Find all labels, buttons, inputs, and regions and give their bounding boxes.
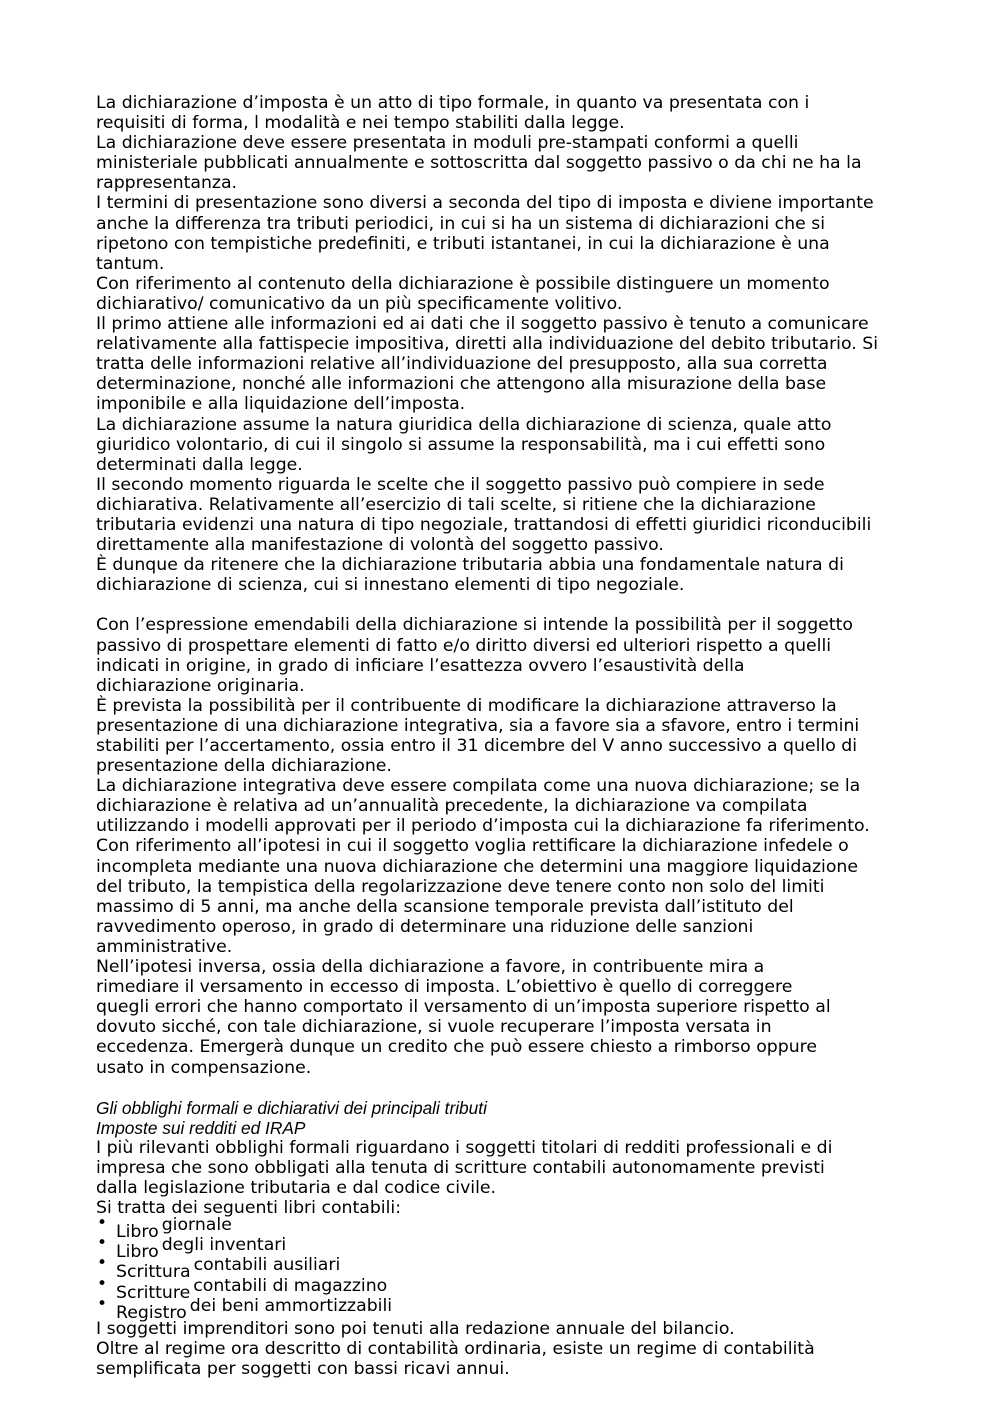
list-item-first-word: Libro: [116, 1222, 159, 1243]
text-line: dichiarazione originaria.: [96, 675, 305, 696]
text-line: ravvedimento operoso, in grado di determinare una riduzione delle sanzioni: [96, 916, 754, 937]
text-line: La dichiarazione integrativa deve essere compilata come una nuova dichiarazione; se la: [96, 776, 861, 797]
text-line: incompleta mediante una nuova dichiarazione che determini una maggiore liquidazione: [96, 856, 858, 877]
list-item-first-word: Scritture: [116, 1282, 191, 1303]
bullet-list: [96, 1213, 926, 1323]
subsection-heading: Imposte sui redditi ed IRAP: [96, 1117, 306, 1138]
bullet-icon: •: [97, 1233, 108, 1254]
text-line: usato in compensazione.: [96, 1057, 312, 1078]
text-line: È dunque da ritenere che la dichiarazione tributaria abbia una fondamentale natura di: [96, 555, 844, 576]
text-line: del tributo, la tempistica della regolarizzazione deve tenere conto non solo del limiti: [96, 876, 825, 897]
text-line: tributaria evidenzi una natura di tipo negoziale, trattandosi di effetti giuridici riconducibili: [96, 514, 872, 535]
text-line: quegli errori che hanno comportato il versamento di un’imposta superiore rispetto al: [96, 997, 831, 1018]
paragraph-gap: [96, 595, 926, 615]
section-bilancio: [96, 1319, 926, 1379]
text-line: Con riferimento al contenuto della dichiarazione è possibile distinguere un momento: [96, 273, 830, 294]
text-line: stabiliti per l’accertamento, ossia entro il 31 dicembre del V anno successivo a quello di: [96, 736, 858, 756]
section-emendabilita: [96, 615, 926, 1077]
text-line: dichiarativa. Relativamente all’esercizio di tali scelte, si ritiene che la dichiarazione: [96, 494, 816, 515]
text-line: ministeriale pubblicati annualmente e sottoscritta dal soggetto passivo o da chi ne ha la: [96, 153, 862, 174]
text-line: Si tratta dei seguenti libri contabili:: [96, 1198, 402, 1219]
text-line: I più rilevanti obblighi formali riguardano i soggetti titolari di redditi professionali e di: [96, 1137, 833, 1158]
text-line: Con l’espressione emendabili della dichiarazione si intende la possibilità per il soggetto: [96, 615, 853, 636]
list-item-text: degli inventari: [161, 1235, 287, 1256]
list-item: [96, 1293, 926, 1323]
list-item-text: contabili ausiliari: [193, 1255, 341, 1276]
text-line: massimo di 5 anni, ma anche della scansione temporale prevista dall’istituto del: [96, 896, 794, 917]
list-item-first-word: Registro: [116, 1302, 187, 1323]
text-line: presentazione della dichiarazione.: [96, 756, 392, 777]
bullet-icon: •: [97, 1293, 108, 1314]
text-line: relativamente alla fattispecie impositiva, diretti alla individuazione del debito tributario. Si: [96, 334, 879, 355]
text-line: passivo di prospettare elementi di fatto e/o diritto diversi ed ulteriori rispetto a quelli: [96, 635, 832, 656]
list-item-first-word: Scrittura: [116, 1262, 191, 1283]
bullet-icon: •: [97, 1253, 108, 1274]
text-line: imponibile e alla liquidazione dell’imposta.: [96, 394, 466, 415]
text-line: utilizzando i modelli approvati per il periodo d’imposta cui la dichiarazione fa riferimento.: [96, 816, 870, 837]
text-line: La dichiarazione assume la natura giuridica della dichiarazione di scienza, quale atto: [96, 414, 832, 435]
text-line: Nell’ipotesi inversa, ossia della dichiarazione a favore, in contribuente mira a: [96, 957, 765, 978]
section-heading: Gli obblighi formali e dichiarativi dei principali tributi: [96, 1097, 487, 1118]
text-line: dovuto sicché, con tale dichiarazione, si vuole recuperare l’imposta versata in: [96, 1017, 772, 1038]
text-line: I termini di presentazione sono diversi a seconda del tipo di imposta e diviene importante: [96, 193, 874, 214]
text-line: Con riferimento all’ipotesi in cui il soggetto voglia rettificare la dichiarazione infedele o: [96, 836, 849, 857]
section-obblighi: [96, 1138, 926, 1218]
text-line: dichiarazione di scienza, cui si innestano elementi di tipo negoziale.: [96, 575, 685, 596]
text-line: determinati dalla legge.: [96, 454, 303, 475]
text-line: requisiti di forma, l modalità e nei tempo stabiliti dalla legge.: [96, 113, 625, 134]
text-line: indicati in origine, in grado di inficiare l’esattezza ovvero l’esaustività della: [96, 655, 745, 676]
text-line: ripetono con tempistiche predefiniti, e tributi istantanei, in cui la dichiarazione è una: [96, 233, 830, 254]
text-line: giuridico volontario, di cui il singolo si assume la responsabilità, ma i cui effetti sono: [96, 434, 826, 455]
list-item-text: dei beni ammortizzabili: [189, 1295, 393, 1316]
text-line: dalla legislazione tributaria e dal codice civile.: [96, 1178, 497, 1199]
paragraph-gap: [96, 1078, 926, 1098]
text-line: rappresentanza.: [96, 173, 238, 194]
text-line: Oltre al regime ora descritto di contabilità ordinaria, esiste un regime di contabilità: [96, 1338, 815, 1359]
text-line: eccedenza. Emergerà dunque un credito che può essere chiesto a rimborso oppure: [96, 1037, 818, 1058]
text-line: amministrative.: [96, 936, 233, 957]
text-line: È prevista la possibilità per il contribuente di modificare la dichiarazione attraverso la: [96, 695, 837, 716]
list-item-first-word: Libro: [116, 1242, 159, 1263]
text-line: presentazione di una dichiarazione integrativa, sia a favore sia a sfavore, entro i termini: [96, 715, 860, 736]
text-line: impresa che sono obbligati alla tenuta di scritture contabili autonomamente previsti: [96, 1157, 825, 1178]
text-line: direttamente alla manifestazione di volontà del soggetto passivo.: [96, 535, 664, 556]
bullet-icon: •: [97, 1273, 108, 1294]
text-line: tratta delle informazioni relative all’individuazione del presupposto, alla sua corretta: [96, 354, 828, 375]
text-line: I soggetti imprenditori sono poi tenuti alla redazione annuale del bilancio.: [96, 1318, 735, 1339]
text-line: tantum.: [96, 253, 165, 274]
bullet-icon: •: [97, 1213, 108, 1234]
text-line: La dichiarazione deve essere presentata in moduli pre-stampati conformi a quelli: [96, 133, 799, 154]
text-line: Il secondo momento riguarda le scelte che il soggetto passivo può compiere in sede: [96, 474, 825, 495]
text-line: semplificata per soggetti con bassi ricavi annui.: [96, 1358, 510, 1379]
text-line: determinazione, nonché alle informazioni che attengono alla misurazione della base: [96, 374, 827, 395]
text-column: [96, 93, 926, 1379]
section-dichiarazione: [96, 93, 926, 595]
text-line: anche la differenza tra tributi periodici, in cui si ha un sistema di dichiarazioni che si: [96, 213, 826, 234]
list-item-text: contabili di magazzino: [193, 1275, 388, 1296]
text-line: La dichiarazione d’imposta è un atto di tipo formale, in quanto va presentata con i: [96, 93, 810, 113]
list-item-text: giornale: [161, 1215, 232, 1236]
text-line: rimediare il versamento in eccesso di imposta. L’obiettivo è quello di correggere: [96, 977, 793, 998]
text-line: Il primo attiene alle informazioni ed ai dati che il soggetto passivo è tenuto a comunicare: [96, 314, 869, 335]
text-line: dichiarazione è relativa ad un’annualità precedente, la dichiarazione va compilata: [96, 796, 808, 817]
text-line: dichiarativo/ comunicativo da un più specificamente volitivo.: [96, 293, 623, 314]
